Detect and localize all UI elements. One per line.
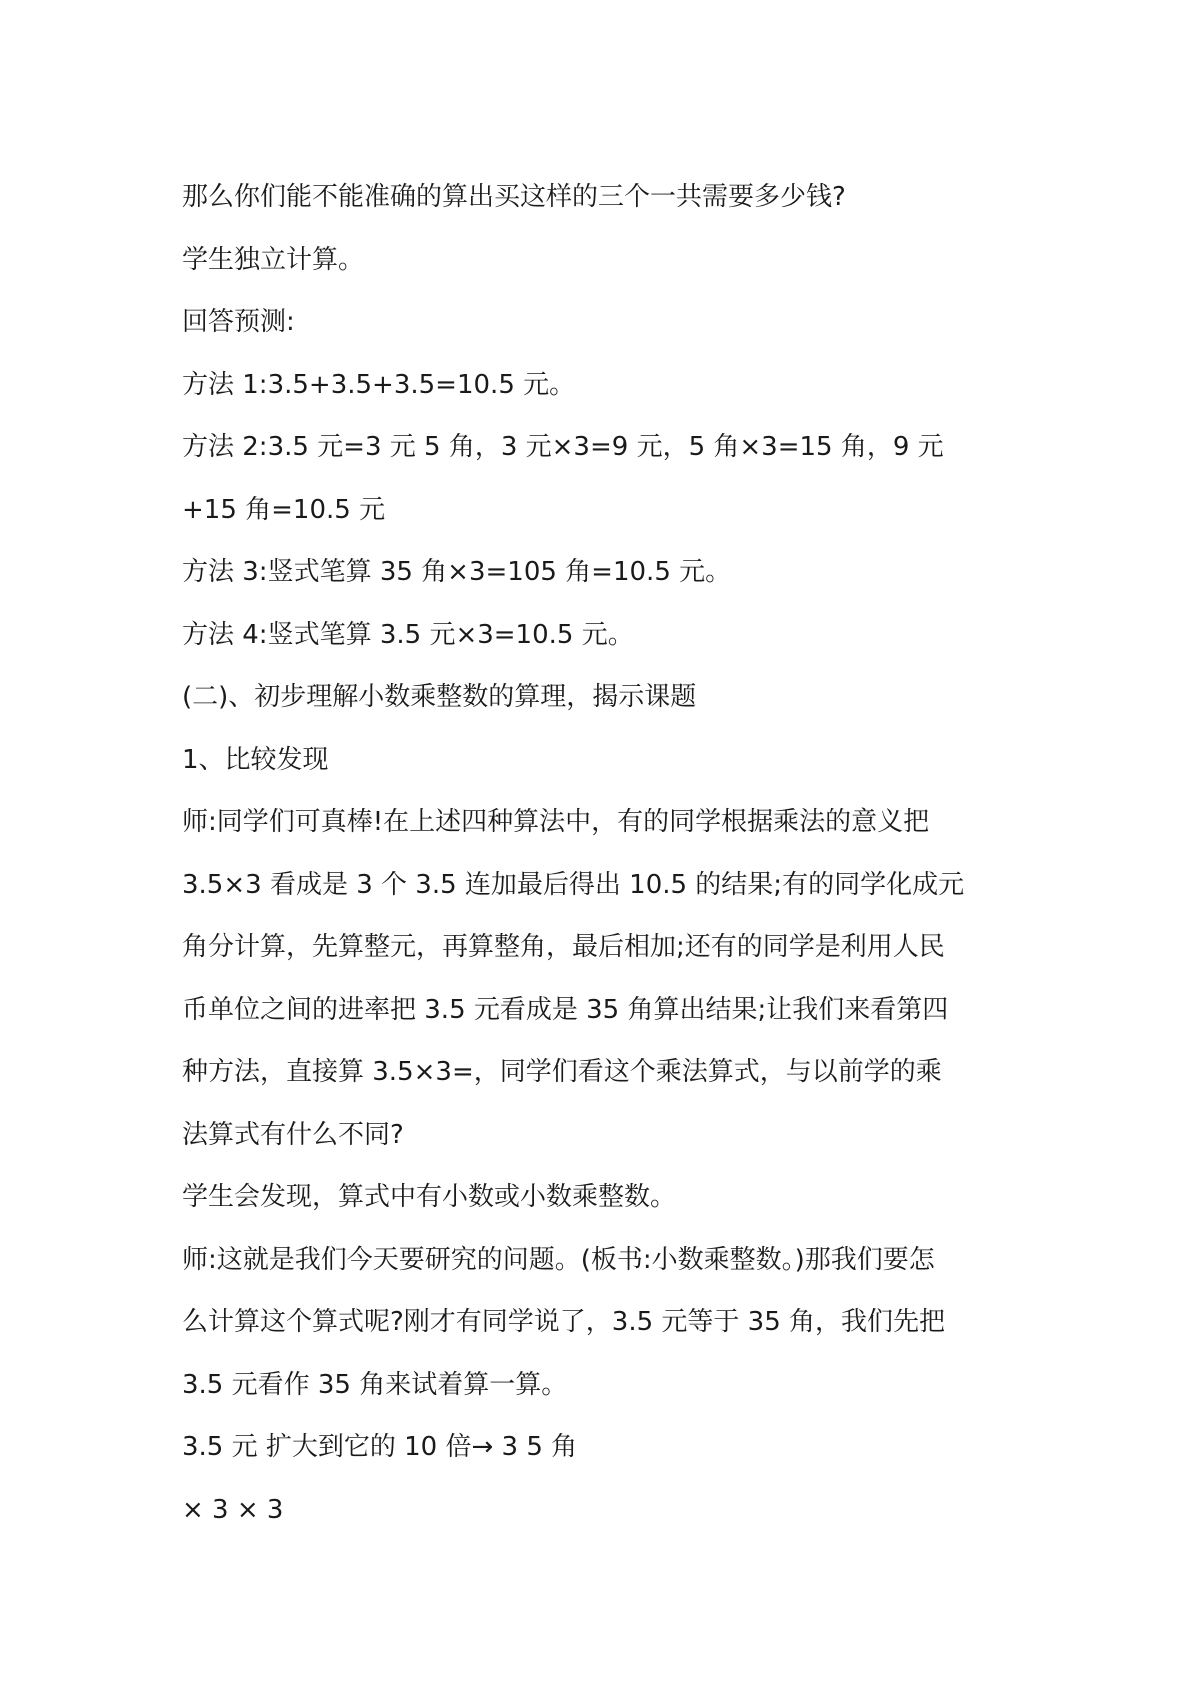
text-line: 3.5 元看作 35 角来试着算一算。 [182,1369,568,1400]
text-line: 法算式有什么不同? [182,1119,404,1150]
text-line: 回答预测: [182,307,295,337]
text-line: 方法 1:3.5+3.5+3.5=10.5 元。 [182,369,576,400]
section-heading: (二)、初步理解小数乘整数的算理，揭示课题 [182,682,697,712]
text-line: 方法 4:竖式笔算 3.5 元×3=10.5 元。 [182,619,634,650]
text-line: 师:这就是我们今天要研究的问题。(板书:小数乘整数。)那我们要怎 [182,1244,935,1275]
text-line: 师:同学们可真棒!在上述四种算法中，有的同学根据乘法的意义把 [182,807,930,837]
text-line: 方法 3:竖式笔算 35 角×3=105 角=10.5 元。 [182,557,732,587]
text-line: 3.5×3 看成是 3 个 3.5 连加最后得出 10.5 的结果;有的同学化成元 [182,869,965,900]
text-line: × 3 × 3 [182,1494,284,1525]
text-line: 学生会发现，算式中有小数或小数乘整数。 [182,1182,677,1212]
subsection-heading: 1、比较发现 [182,744,329,775]
text-line: 币单位之间的进率把 3.5 元看成是 35 角算出结果;让我们来看第四 [182,994,949,1025]
document-page [182,166,1022,1541]
text-line: 么计算这个算式呢?刚才有同学说了，3.5 元等于 35 角，我们先把 [182,1307,946,1337]
text-line: 方法 2:3.5 元=3 元 5 角，3 元×3=9 元，5 角×3=15 角，9 元 [182,432,944,462]
text-line: 角分计算，先算整元，再算整角，最后相加;还有的同学是利用人民 [182,932,945,962]
text-line: 学生独立计算。 [182,244,365,275]
text-line: +15 角=10.5 元 [182,494,386,525]
text-line: 那么你们能不能准确的算出买这样的三个一共需要多少钱? [182,182,846,212]
text-line: 3.5 元 扩大到它的 10 倍→ 3 5 角 [182,1432,578,1462]
text-line: 种方法，直接算 3.5×3=，同学们看这个乘法算式，与以前学的乘 [182,1057,942,1087]
